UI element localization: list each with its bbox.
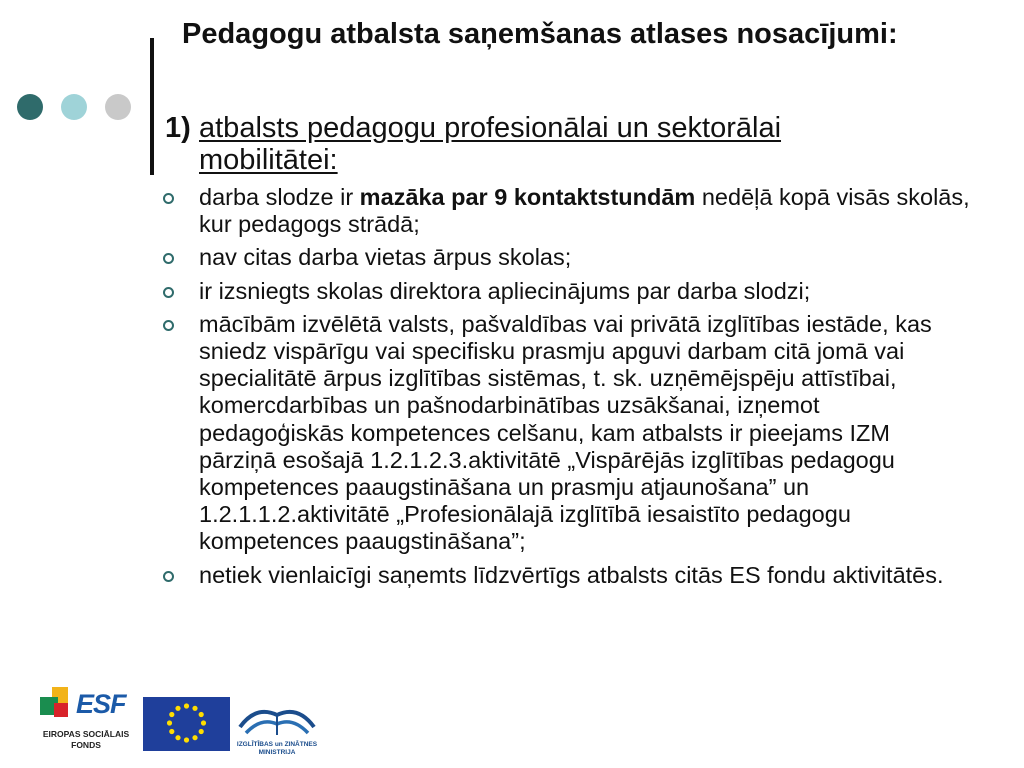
- izm-logo-caption: [236, 741, 318, 757]
- esf-square-red: [54, 703, 68, 717]
- bullet-text-bold: mazāka par 9 kontaktstundām: [359, 184, 696, 210]
- subheading: [165, 112, 925, 176]
- esf-logo: [36, 683, 136, 759]
- bullet-ring-icon: [163, 287, 174, 298]
- bullet-text: nav citas darba vietas ārpus skolas;: [199, 244, 572, 271]
- izm-book-icon: [236, 697, 318, 741]
- decor-dot-dark-teal: [17, 94, 43, 120]
- eu-stars-icon: [143, 697, 230, 751]
- bullet-text: mācībām izvēlētā valsts, pašvaldības vai privātā izglītības iestāde, kas sniedz vispārīgu vai specifisku prasmju apguvi darbam citā jomā vai specialitātē ārpus izglītības sistēmas, t. sk. uzņēmējspēju attīstībai, komercdarbības un pašnodarbinātības uzsākšanai, izņemot pedagoģiskās kompetences celšanu, kam atbalsts ir pieejams IZM pārziņā esošajā 1.2.1.2.3.aktivitātē „Vispārējās izglītības pedagogu kompetences paaugstināšana un prasmju atjaunošana” un 1.2.1.1.2.aktivitātē „Profesionālajā izglītībā iesaistīto pedagogu kompetences paaugstināšana”;: [199, 310, 932, 555]
- decor-dot-light-teal: [61, 94, 87, 120]
- bullet-item-director-certificate: [160, 278, 970, 305]
- bullet-text: netiek vienlaicīgi saņemts līdzvērtīgs atbalsts citās ES fondu aktivitātēs.: [199, 561, 944, 588]
- izm-caption-line1: IZGLĪTĪBAS un ZINĀTNES: [236, 741, 318, 748]
- bullet-text-after: nedēļā kopā visās skolās, kur pedagogs strādā;: [199, 184, 970, 238]
- bullet-item-no-duplicate-support: [160, 562, 970, 589]
- subheading-text: atbalsts pedagogu profesionālai un sektorālai mobilitātei:: [199, 112, 782, 176]
- esf-caption-line2: FONDS: [71, 740, 101, 750]
- bullet-item-institution: [160, 311, 970, 556]
- eu-flag-logo: [143, 697, 230, 751]
- izm-caption-line2: MINISTRIJA: [258, 749, 296, 756]
- subheading-number: 1): [165, 112, 191, 144]
- bullet-text-before: darba slodze ir: [199, 184, 360, 210]
- bullet-item-workload: [160, 184, 970, 238]
- bullet-item-no-other-job: [160, 244, 970, 271]
- bullet-list: [160, 184, 970, 595]
- esf-caption-line1: EIROPAS SOCIĀLAIS: [42, 729, 130, 739]
- bullet-ring-icon: [163, 320, 174, 331]
- esf-logo-letters: ESF: [76, 689, 126, 719]
- decor-vertical-bar: [150, 38, 154, 175]
- bullet-ring-icon: [163, 571, 174, 582]
- bullet-text: ir izsniegts skolas direktora apliecinājums par darba slodzi;: [199, 277, 811, 304]
- slide-title: Pedagogu atbalsta saņemšanas atlases nosacījumi:: [182, 18, 898, 50]
- esf-logo-caption: [36, 729, 136, 751]
- bullet-text: [199, 184, 970, 238]
- bullet-ring-icon: [163, 253, 174, 264]
- decor-dot-gray: [105, 94, 131, 120]
- bullet-ring-icon: [163, 193, 174, 204]
- izm-logo: [236, 697, 318, 761]
